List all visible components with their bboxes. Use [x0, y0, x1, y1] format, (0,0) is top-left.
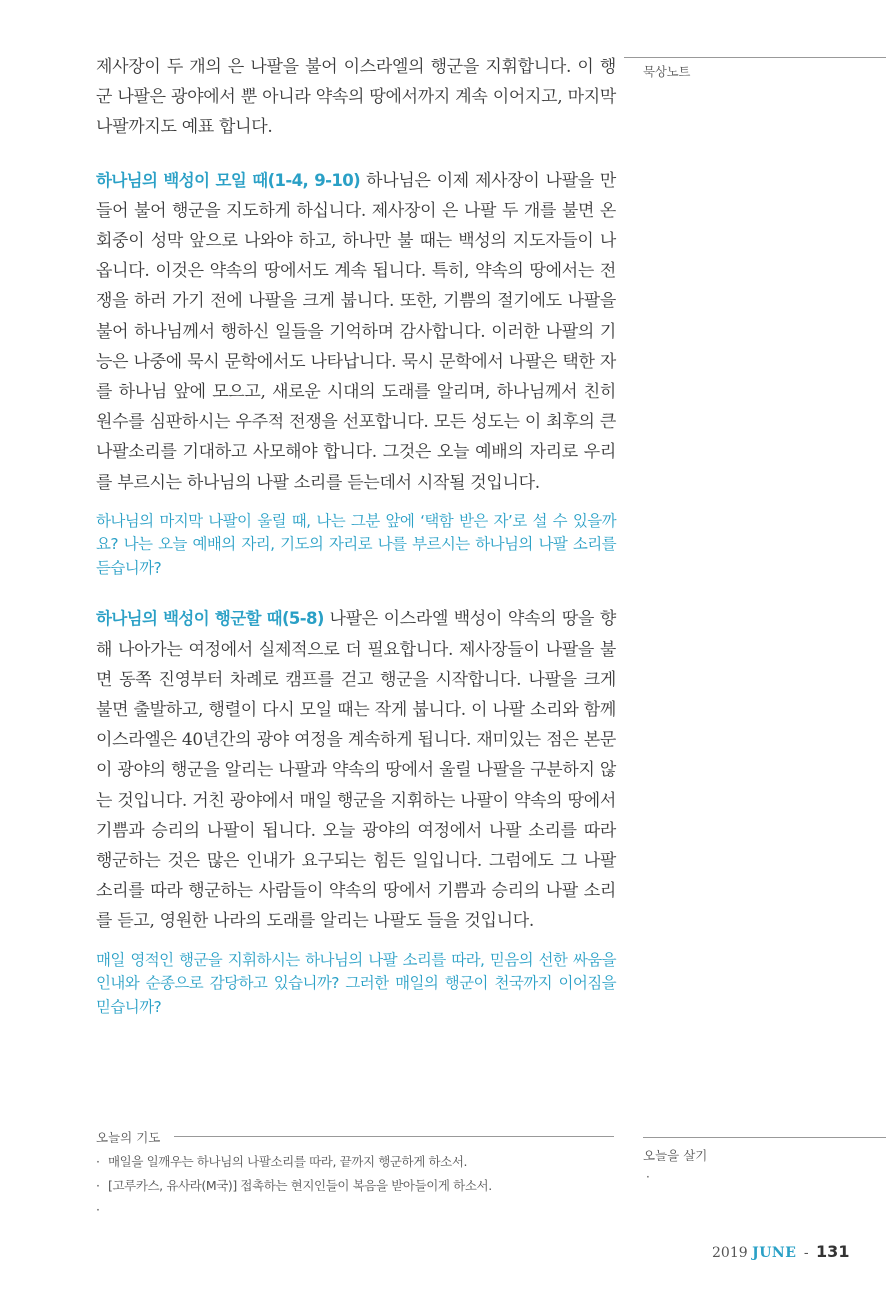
section-1-paragraph — [96, 166, 616, 498]
footer-dash: - — [803, 1245, 809, 1261]
section-1-question: 하나님의 마지막 나팔이 울릴 때, 나는 그분 앞에 ‘택함 받은 자’로 설 수 있을까요? 나는 오늘 예배의 자리, 기도의 자리로 나를 부르시는 하나님의 나팔 소리를 듣습니까? — [96, 511, 616, 577]
meditation-note-label: 묵상노트 — [643, 64, 691, 79]
bullet-icon: · — [96, 1154, 100, 1169]
main-column — [96, 52, 616, 1043]
bullet-icon: · — [96, 1202, 100, 1217]
prayer-list — [96, 1150, 616, 1222]
prayer-rule — [174, 1136, 614, 1137]
live-today-rule — [643, 1137, 886, 1138]
prayer-item-text: [고루카스, 유사라(M국)] 접촉하는 현지인들이 복음을 받아들이게 하소서. — [108, 1178, 492, 1193]
page-footer — [712, 1242, 849, 1261]
section-2-body: 나팔은 이스라엘 백성이 약속의 땅을 향해 나아가는 여정에서 실제적으로 더 필요합니다. 제사장들이 나팔을 불면 동쪽 진영부터 차례로 캠프를 걷고 행군을 시작합니다. 나팔을 크게 불면 출발하고, 행렬이 다시 모일 때는 작게 붑니다. 이 나팔 소리와 함께 이스라엘은 40년간의 광야 여정을 계속하게 됩니다. 재미있는 점은 본문이 광야의 행군을 알리는 나팔과 약속의 땅에서 울릴 나팔을 구분하지 않는 것입니다. 거친 광야에서 매일 행군을 지휘하는 나팔이 약속의 땅에서 기쁨과 승리의 나팔이 됩니다. 오늘 광야의 여정에서 나팔 소리를 따라 행군하는 것은 많은 인내가 요구되는 힘든 일입니다. 그럼에도 그 나팔 소리를 따라 행군하는 사람들이 약속의 땅에서 기쁨과 승리의 나팔 소리를 듣고, 영원한 나라의 도래를 알리는 나팔도 들을 것입니다. — [96, 609, 616, 932]
section-1-body: 하나님은 이제 제사장이 나팔을 만들어 불어 행군을 지도하게 하십니다. 제사장이 은 나팔 두 개를 불면 온 회중이 성막 앞으로 나와야 하고, 하나만 불 때는 백성의 지도자들이 나옵니다. 이것은 약속의 땅에서도 계속 됩니다. 특히, 약속의 땅에서는 전쟁을 하러 가기 전에 나팔을 크게 붑니다. 또한, 기쁨의 절기에도 나팔을 불어 하나님께서 행하신 일들을 기억하며 감사합니다. 이러한 나팔의 기능은 나중에 묵시 문학에서도 나타납니다. 묵시 문학에서 나팔은 택한 자를 하나님 앞에 모으고, 새로운 시대의 도래를 알리며, 하나님께서 친히 원수를 심판하시는 우주적 전쟁을 선포합니다. 모든 성도는 이 최후의 큰 나팔소리를 기대하고 사모해야 합니다. 그것은 오늘 예배의 자리로 우리를 부르시는 하나님의 나팔 소리를 듣는데서 시작될 것입니다. — [96, 170, 617, 493]
section-2-heading: 하나님의 백성이 행군할 때(5-8) — [96, 609, 324, 629]
section-2-paragraph — [96, 604, 616, 936]
prayer-item — [96, 1150, 616, 1174]
bullet-icon: · — [96, 1178, 100, 1193]
sidebar-rule — [624, 57, 886, 58]
section-2-question: 매일 영적인 행군을 지휘하시는 하나님의 나팔 소리를 따라, 믿음의 선한 싸움을 인내와 순종으로 감당하고 있습니까? 그러한 매일의 행군이 천국까지 이어짐을 믿습니까? — [96, 950, 616, 1016]
footer-month: JUNE — [752, 1245, 797, 1261]
prayer-title: 오늘의 기도 — [96, 1130, 161, 1145]
prayer-item — [96, 1174, 616, 1198]
page-number: 131 — [816, 1242, 850, 1261]
section-1-heading: 하나님의 백성이 모일 때(1-4, 9-10) — [96, 170, 361, 190]
footer-year: 2019 — [712, 1245, 748, 1261]
live-today-bullet: · — [646, 1170, 650, 1184]
prayer-item-text: 매일을 일깨우는 하나님의 나팔소리를 따라, 끝까지 행군하게 하소서. — [108, 1154, 468, 1169]
live-today-title: 오늘을 살기 — [643, 1148, 708, 1163]
intro-paragraph: 제사장이 두 개의 은 나팔을 불어 이스라엘의 행군을 지휘합니다. 이 행군 나팔은 광야에서 뿐 아니라 약속의 땅에서까지 계속 이어지고, 마지막 나팔까지도 예표 합니다. — [96, 57, 616, 138]
prayer-item — [96, 1198, 616, 1222]
